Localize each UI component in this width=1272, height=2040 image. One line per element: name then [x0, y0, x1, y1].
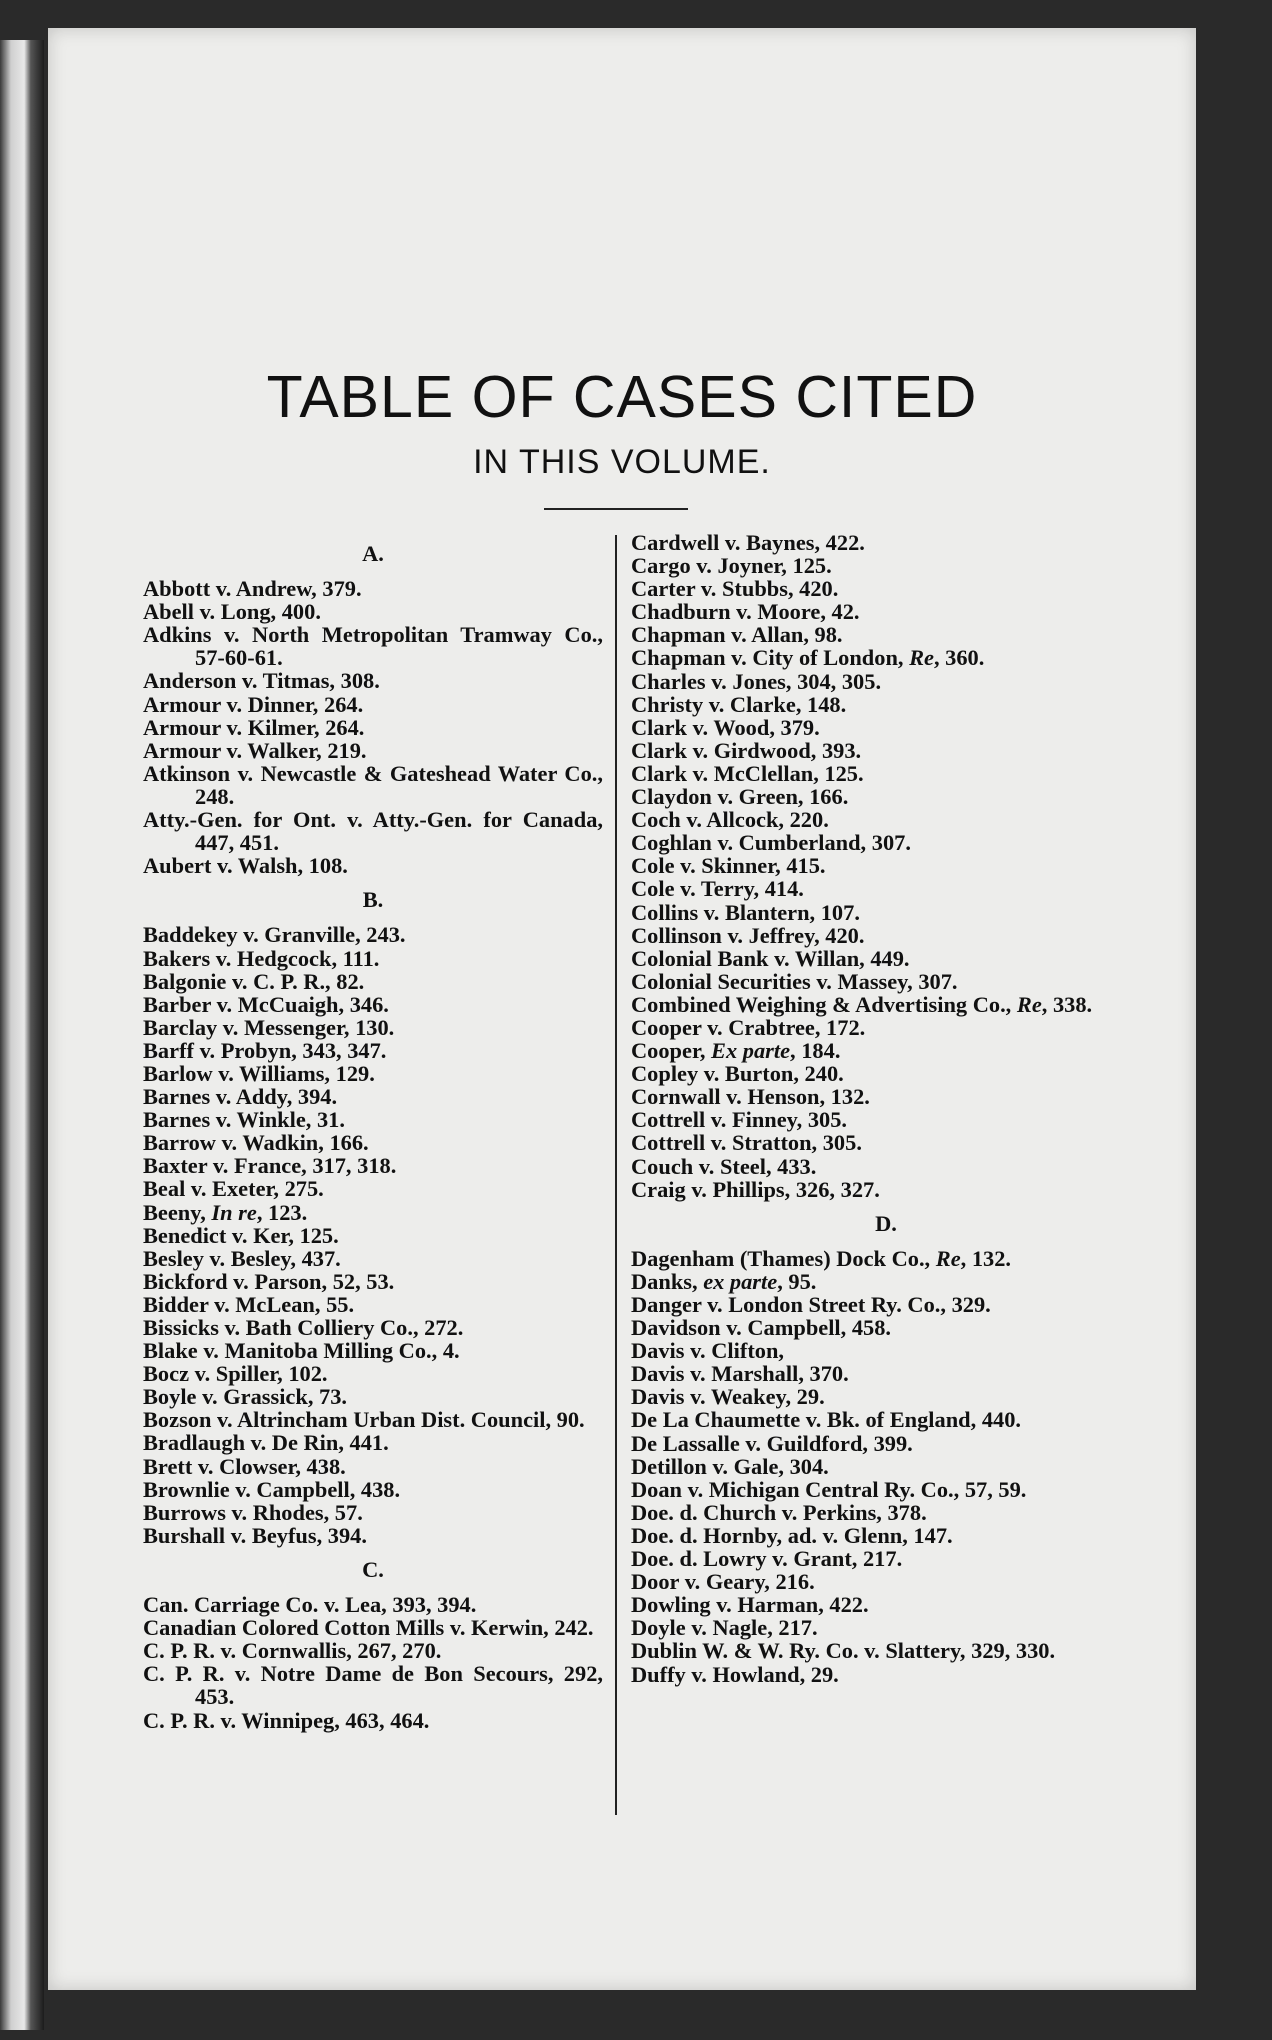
case-entry: Duffy v. Howland, 29. [631, 1661, 839, 1687]
case-entry: Bozson v. Altrincham Urban Dist. Council, 90. [143, 1407, 585, 1433]
case-italic-term: In re [211, 1199, 257, 1225]
case-entry: Barff v. Probyn, 343, 347. [143, 1037, 387, 1063]
case-entry: Atty.-Gen. for Ont. v. Atty.-Gen. for Canada, 447, 451. [143, 807, 603, 856]
case-entry: Bidder v. McLean, 55. [143, 1291, 355, 1317]
case-entry: Baddekey v. Granville, 243. [143, 922, 406, 948]
case-entry [143, 1201, 603, 1224]
case-entry: De La Chaumette v. Bk. of England, 440. [631, 1407, 1022, 1433]
case-entry: Brownlie v. Campbell, 438. [143, 1476, 401, 1502]
case-entry: Couch v. Steel, 433. [631, 1153, 817, 1179]
case-name-part: Combined Weighing & Advertising Co., [631, 991, 1017, 1017]
case-entry: Doe. d. Lowry v. Grant, 217. [631, 1546, 903, 1572]
case-entry: Abbott v. Andrew, 379. [143, 576, 362, 602]
case-entry: Blake v. Manitoba Milling Co., 4. [143, 1338, 460, 1364]
case-entry: Armour v. Dinner, 264. [143, 691, 364, 717]
case-entry: Claydon v. Green, 166. [631, 784, 849, 810]
case-entry: Armour v. Walker, 219. [143, 737, 367, 763]
case-entry: Bradlaugh v. De Rin, 441. [143, 1430, 389, 1456]
case-entry: Davis v. Marshall, 370. [631, 1361, 849, 1387]
case-entry: Atkinson v. Newcastle & Gateshead Water Co., 248. [143, 760, 603, 809]
case-entry: Coch v. Allcock, 220. [631, 807, 829, 833]
case-entry: Cole v. Terry, 414. [631, 876, 804, 902]
case-name-part: Cooper, [631, 1038, 712, 1064]
case-entry: Boyle v. Grassick, 73. [143, 1384, 348, 1410]
case-entry [631, 1270, 1141, 1293]
case-entry [631, 1247, 1141, 1270]
case-entry: Besley v. Besley, 437. [143, 1245, 341, 1271]
case-name-part: Dagenham (Thames) Dock Co., [631, 1245, 936, 1271]
case-entry [631, 993, 1141, 1016]
case-page-refs: , 123. [256, 1199, 308, 1225]
case-entry: Cardwell v. Baynes, 422. [631, 530, 865, 555]
book-page [48, 28, 1196, 1990]
case-entry: Charles v. Jones, 304, 305. [631, 668, 882, 694]
case-entry: Coghlan v. Cumberland, 307. [631, 830, 911, 856]
case-entry: Copley v. Burton, 240. [631, 1061, 844, 1087]
case-name-part: Chapman v. City of London, [631, 645, 910, 671]
case-entry: Canadian Colored Cotton Mills v. Kerwin, 242. [143, 1615, 594, 1641]
case-entry: Cole v. Skinner, 415. [631, 853, 826, 879]
case-entry: Baxter v. France, 317, 318. [143, 1153, 397, 1179]
case-entry: Abell v. Long, 400. [143, 599, 321, 625]
case-entry: Dublin W. & W. Ry. Co. v. Slattery, 329, 330. [631, 1638, 1056, 1664]
case-entry: Collinson v. Jeffrey, 420. [631, 922, 865, 948]
section-letter: A. [362, 541, 384, 566]
case-entry: Doyle v. Nagle, 217. [631, 1615, 818, 1641]
case-entry: Barnes v. Addy, 394. [143, 1084, 338, 1110]
case-entry: Christy v. Clarke, 148. [631, 691, 847, 717]
case-entry: Aubert v. Walsh, 108. [143, 853, 348, 879]
case-entry: Clark v. McClellan, 125. [631, 760, 864, 786]
case-entry: Cooper v. Crabtree, 172. [631, 1014, 866, 1040]
section-letter: C. [362, 1556, 384, 1582]
case-entry: Barber v. McCuaigh, 346. [143, 991, 389, 1017]
title-rule [544, 508, 688, 510]
case-name-part: Danks, [631, 1268, 704, 1294]
case-entry: Balgonie v. C. P. R., 82. [143, 968, 365, 994]
case-entry: Bissicks v. Bath Colliery Co., 272. [143, 1315, 464, 1340]
page-subtitle: IN THIS VOLUME. [473, 443, 771, 481]
case-entry: Davis v. Weakey, 29. [631, 1384, 825, 1410]
case-entry: Chapman v. Allan, 98. [631, 622, 843, 648]
case-entry: Armour v. Kilmer, 264. [143, 714, 365, 740]
case-entry: Barlow v. Williams, 129. [143, 1060, 375, 1086]
case-entry: Can. Carriage Co. v. Lea, 393, 394. [143, 1592, 477, 1618]
case-entry: Collins v. Blantern, 107. [631, 899, 860, 925]
case-entry: Benedict v. Ker, 125. [143, 1222, 339, 1248]
left-column [143, 531, 603, 1732]
case-name-part: Beeny, [143, 1199, 212, 1225]
case-page-refs: , 132. [960, 1245, 1012, 1271]
case-italic-term: Re [1016, 991, 1042, 1017]
case-entry: Barnes v. Winkle, 31. [143, 1107, 345, 1133]
case-entry: Cornwall v. Henson, 132. [631, 1084, 870, 1110]
case-entry: Colonial Bank v. Willan, 449. [631, 945, 910, 971]
case-entry: Adkins v. North Metropolitan Tramway Co., 57-60-61. [143, 622, 603, 671]
case-entry: Clark v. Wood, 379. [631, 714, 820, 740]
case-entry: C. P. R. v. Winnipeg, 463, 464. [143, 1707, 430, 1733]
case-entry: Cargo v. Joyner, 125. [631, 553, 832, 579]
case-entry: Doan v. Michigan Central Ry. Co., 57, 59. [631, 1476, 1027, 1502]
case-entry: Dowling v. Harman, 422. [631, 1592, 869, 1618]
case-page-refs: , 360. [933, 645, 985, 671]
case-entry: Bakers v. Hedgcock, 111. [143, 945, 380, 971]
case-italic-term: Ex parte [711, 1038, 791, 1064]
case-entry: Craig v. Phillips, 326, 327. [631, 1176, 880, 1202]
case-entry [631, 1039, 1141, 1062]
case-entry: C. P. R. v. Notre Dame de Bon Secours, 292, 453. [143, 1661, 603, 1710]
case-page-refs: , 95. [777, 1268, 817, 1294]
section-letter: D. [875, 1210, 897, 1236]
case-entry: Cottrell v. Finney, 305. [631, 1107, 848, 1133]
case-entry: Doe. d. Hornby, ad. v. Glenn, 147. [631, 1522, 953, 1548]
case-entry: Doe. d. Church v. Perkins, 378. [631, 1499, 927, 1525]
case-entry: Barrow v. Wadkin, 166. [143, 1130, 369, 1156]
case-italic-term: Re [935, 1245, 961, 1271]
case-entry: Davidson v. Campbell, 458. [631, 1315, 892, 1341]
case-entry: C. P. R. v. Cornwallis, 267, 270. [143, 1638, 442, 1664]
case-entry: Carter v. Stubbs, 420. [631, 576, 839, 602]
case-entry: Door v. Geary, 216. [631, 1569, 815, 1595]
case-entry: Barclay v. Messenger, 130. [143, 1014, 395, 1040]
case-entry: Brett v. Clowser, 438. [143, 1453, 346, 1479]
case-page-refs: , 338. [1041, 991, 1093, 1017]
case-entry: Colonial Securities v. Massey, 307. [631, 968, 958, 994]
case-entry: Chadburn v. Moore, 42. [631, 599, 860, 625]
right-column [631, 531, 1141, 1686]
case-entry: Beal v. Exeter, 275. [143, 1176, 324, 1202]
case-entry: Anderson v. Titmas, 308. [143, 668, 380, 694]
case-entry: Davis v. Clifton, [631, 1338, 785, 1364]
case-entry: Bickford v. Parson, 52, 53. [143, 1268, 395, 1294]
case-entry: Cottrell v. Stratton, 305. [631, 1130, 862, 1156]
case-italic-term: ex parte [703, 1268, 778, 1294]
case-page-refs: , 184. [790, 1038, 841, 1064]
page-title: TABLE OF CASES CITED [266, 364, 978, 430]
case-entry: Detillon v. Gale, 304. [631, 1453, 829, 1479]
case-entry: Bocz v. Spiller, 102. [143, 1361, 328, 1387]
column-divider [615, 535, 617, 1815]
section-letter: B. [362, 887, 384, 913]
case-entry: Danger v. London Street Ry. Co., 329. [631, 1292, 991, 1317]
case-entry: Burrows v. Rhodes, 57. [143, 1499, 363, 1525]
case-entry [631, 646, 1141, 669]
scan-binding-edge [0, 40, 44, 2030]
case-entry: Clark v. Girdwood, 393. [631, 737, 862, 763]
case-italic-term: Re [909, 645, 934, 671]
case-entry: De Lassalle v. Guildford, 399. [631, 1430, 913, 1456]
case-entry: Burshall v. Beyfus, 394. [143, 1522, 367, 1548]
